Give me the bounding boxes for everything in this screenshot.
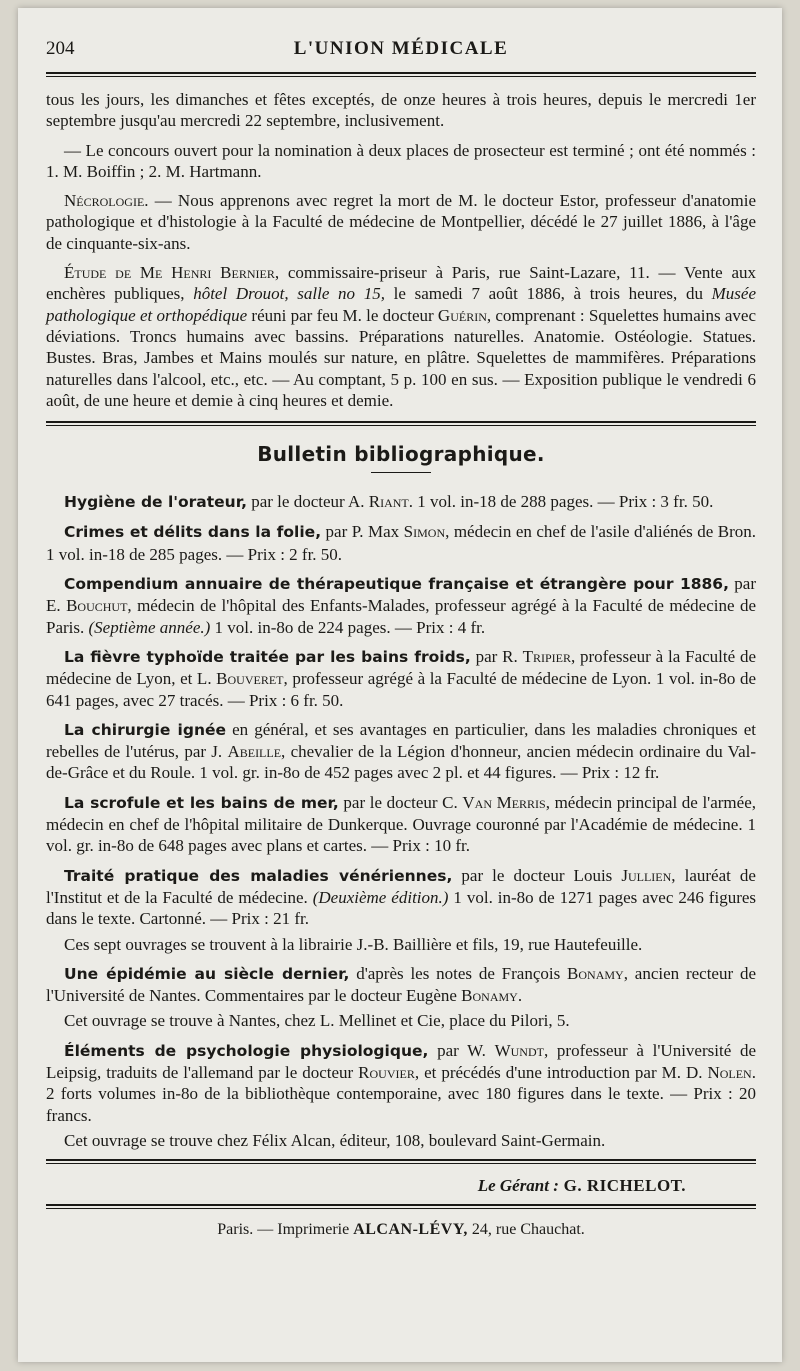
biblio-entry: Crimes et délits dans la folie, par P. Max Simon, médecin en chef de l'asile d'aliénés de Bron. 1 vol. in-18 de 285 pages. — Prix : 2 fr. 50.	[46, 522, 757, 564]
section-title: Bulletin bibliographique.	[257, 442, 545, 467]
imprint-line: Paris. — Imprimerie ALCAN-LÉVY, 24, rue Chauchat.	[217, 1221, 585, 1239]
bibliography-list	[46, 491, 756, 1151]
page-content	[46, 38, 756, 1239]
news-section	[46, 89, 756, 411]
news-paragraph: — Le concours ouvert pour la nomination à deux places de prosecteur est terminé ; ont été nommés : 1. M. Boiffin ; 2. M. Hartmann.	[46, 140, 756, 181]
biblio-entry: La chirurgie ignée en général, et ses avantages en particulier, dans les maladies chroniques et rebelles de l'utérus, par J. Abeille, chevalier de la Légion d'honneur, ancien médecin ordinaire du Val-de-Grâce et du Roule. 1 vol. gr. in-8o de 452 pages avec 2 pl. et 44 figures. — Prix : 12 fr.	[46, 719, 756, 783]
running-header	[46, 38, 756, 64]
footer-rule-bottom	[46, 1204, 756, 1209]
news-paragraph: tous les jours, les dimanches et fêtes exceptés, de onze heures à trois heures, depuis le mercredi 1er septembre jusqu'au mercredi 22 septembre, inclusivement.	[46, 90, 756, 131]
biblio-entry: Compendium annuaire de thérapeutique française et étrangère pour 1886, par E. Bouchut, médecin de l'hôpital des Enfants-Malades, professeur agrégé à la Faculté de médecine de Paris. (Septième année.) 1 vol. in-8o de 224 pages. — Prix : 4 fr.	[46, 574, 756, 637]
biblio-entry: La fièvre typhoïde traitée par les bains froids, par R. Tripier, professeur à la Faculté de médecine de Lyon, et L. Bouveret, professeur agrégé à la Faculté de médecine de Lyon. 1 vol. in-8o de 641 pages, avec 27 tracés. — Prix : 6 fr. 50.	[46, 646, 757, 710]
title-underline	[371, 472, 431, 473]
page	[18, 8, 782, 1362]
auction-paragraph: Étude de Me Henri Bernier, commissaire-priseur à Paris, rue Saint-Lazare, 11. — Vente aux enchères publiques, hôtel Drouot, salle no 15, le samedi 7 août 1886, à trois heures, du Musée pathologique et orthopédique réuni par feu M. le docteur Guérin, comprenant : Squelettes humains avec déviations. Troncs humains avec bassins. Préparations naturelles. Anatomie. Ostéologie. Statues. Bustes. Bras, Jambes et Mains moulés sur nature, en plâtre. Squelettes de mammifères. Préparations naturelles dans l'alcool, etc., etc. — Au comptant, 5 p. 100 en sus. — Exposition publique le vendredi 6 août, de une heure et demie à cinq heures et demie.	[46, 263, 757, 410]
page-number: 204	[46, 38, 75, 59]
biblio-entry: La scrofule et les bains de mer, par le docteur C. Van Merris, médecin principal de l'armée, médecin en chef de l'hôpital militaire de Dunkerque. Ouvrage couronné par l'Académie de médecine. 1 vol. gr. in-8o de 648 pages avec plans et cartes. — Prix : 10 fr.	[46, 792, 757, 856]
biblio-entry: Traité pratique des maladies vénériennes, par le docteur Louis Jullien, lauréat de l'Institut et de la Faculté de médecine. (Deuxième édition.) 1 vol. in-8o de 1271 pages avec 246 figures dans le texte. Cartonné. — Prix : 21 fr.	[46, 865, 757, 929]
page-footer	[46, 1159, 756, 1239]
footer-rule	[46, 1159, 756, 1164]
header-rule	[46, 72, 756, 77]
section-rule	[46, 421, 756, 426]
auction-lead: Étude de Me Henri Bernier,	[64, 263, 280, 283]
journal-title: L'UNION MÉDICALE	[293, 38, 509, 59]
biblio-note: Ces sept ouvrages se trouvent à la librairie J.-B. Baillière et fils, 19, rue Hautefeuille.	[64, 934, 643, 954]
gerant-line: Le Gérant : G. RICHELOT.	[477, 1176, 686, 1196]
obituary-lead: Nécrologie.	[64, 191, 149, 211]
biblio-entry: Éléments de psychologie physiologique, par W. Wundt, professeur à l'Université de Leipsig, traduits de l'allemand par le docteur Rouvier, et précédés d'une introduction par M. D. Nolen. 2 forts volumes in-8o de la bibliothèque contemporaine, avec 180 figures dans le texte. — Prix : 20 francs.	[46, 1040, 756, 1125]
biblio-note: Cet ouvrage se trouve chez Félix Alcan, éditeur, 108, boulevard Saint-Germain.	[64, 1130, 606, 1150]
biblio-note: Cet ouvrage se trouve à Nantes, chez L. Mellinet et Cie, place du Pilori, 5.	[64, 1011, 570, 1031]
obituary-paragraph: Nécrologie. — Nous apprenons avec regret la mort de M. le docteur Estor, professeur d'anatomie pathologique et d'histologie à la Faculté de médecine de Montpellier, décédé le 27 juillet 1886, à l'âge de cinquante-six-ans.	[46, 191, 756, 253]
biblio-entry: Hygiène de l'orateur, par le docteur A. Riant. 1 vol. in-18 de 288 pages. — Prix : 3 fr. 50.	[64, 492, 714, 512]
biblio-entry: Une épidémie au siècle dernier, d'après les notes de François Bonamy, ancien recteur de l'Université de Nantes. Commentaires par le docteur Eugène Bonamy.	[46, 963, 756, 1006]
